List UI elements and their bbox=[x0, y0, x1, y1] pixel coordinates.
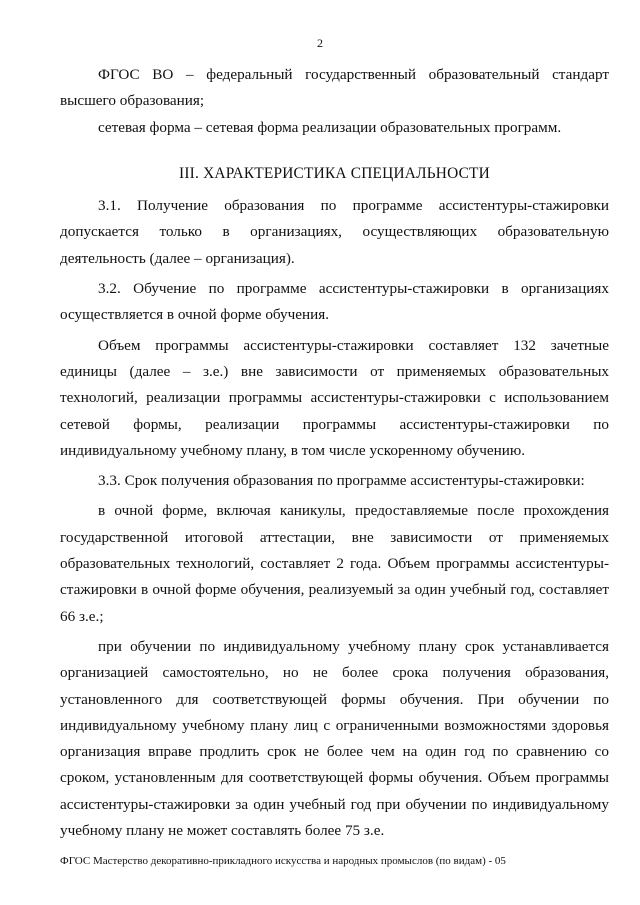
page-number: 2 bbox=[317, 36, 323, 50]
section-heading: III. ХАРАКТЕРИСТИКА СПЕЦИАЛЬНОСТИ bbox=[179, 164, 490, 182]
document-body bbox=[60, 62, 609, 844]
paragraph-3-1: 3.1. Получение образования по программе ассистентуры-стажировки допускается только в организациях, осуществляющих образовательную деятельность (далее – организация). bbox=[60, 197, 609, 267]
paragraph-full-time: в очной форме, включая каникулы, предоставляемые после прохождения государственной итоговой аттестации, вне зависимости от применяемых образовательных технологий, составляет 2 года. Объем программы ассистентуры-стажировки в очной форме обучения, реализуемый за один учебный год, составляет 66 з.е.; bbox=[60, 502, 609, 625]
paragraph-3-3: 3.3. Срок получения образования по программе ассистентуры-стажировки: bbox=[98, 472, 585, 490]
paragraph-volume: Объем программы ассистентуры-стажировки составляет 132 зачетные единицы (далее – з.е.) вне зависимости от применяемых образовательных технологий, реализации программы ассистентуры-стажировки с использованием сетевой формы, реализации программы ассистентуры-стажировки по индивидуальному учебному плану, в том числе ускоренному обучению. bbox=[60, 336, 609, 459]
paragraph-3-2: 3.2. Обучение по программе ассистентуры-стажировки в организациях осуществляется в очной форме обучения. bbox=[60, 280, 609, 324]
page-footer: ФГОС Мастерство декоративно-прикладного искусства и народных промыслов (по видам) - 05 bbox=[60, 855, 506, 867]
definition-fgos-vo: ФГОС ВО – федеральный государственный образовательный стандарт высшего образования; bbox=[60, 66, 609, 110]
paragraph-individual-plan: при обучении по индивидуальному учебному плану срок устанавливается организацией самостоятельно, но не более срока получения образования, установленного для соответствующей формы обучения. При обучении по индивидуальному учебному плану лиц с ограниченными возможностями здоровья организация вправе продлить срок не более чем на один год по сравнению со сроком, установленным для соответствующей формы обучения. Объем программы ассистентуры-стажировки за один учебный год при обучении по индивидуальному учебному плану не может составлять более 75 з.е. bbox=[60, 637, 609, 840]
definition-network-form: сетевая форма – сетевая форма реализации образовательных программ. bbox=[98, 118, 562, 136]
